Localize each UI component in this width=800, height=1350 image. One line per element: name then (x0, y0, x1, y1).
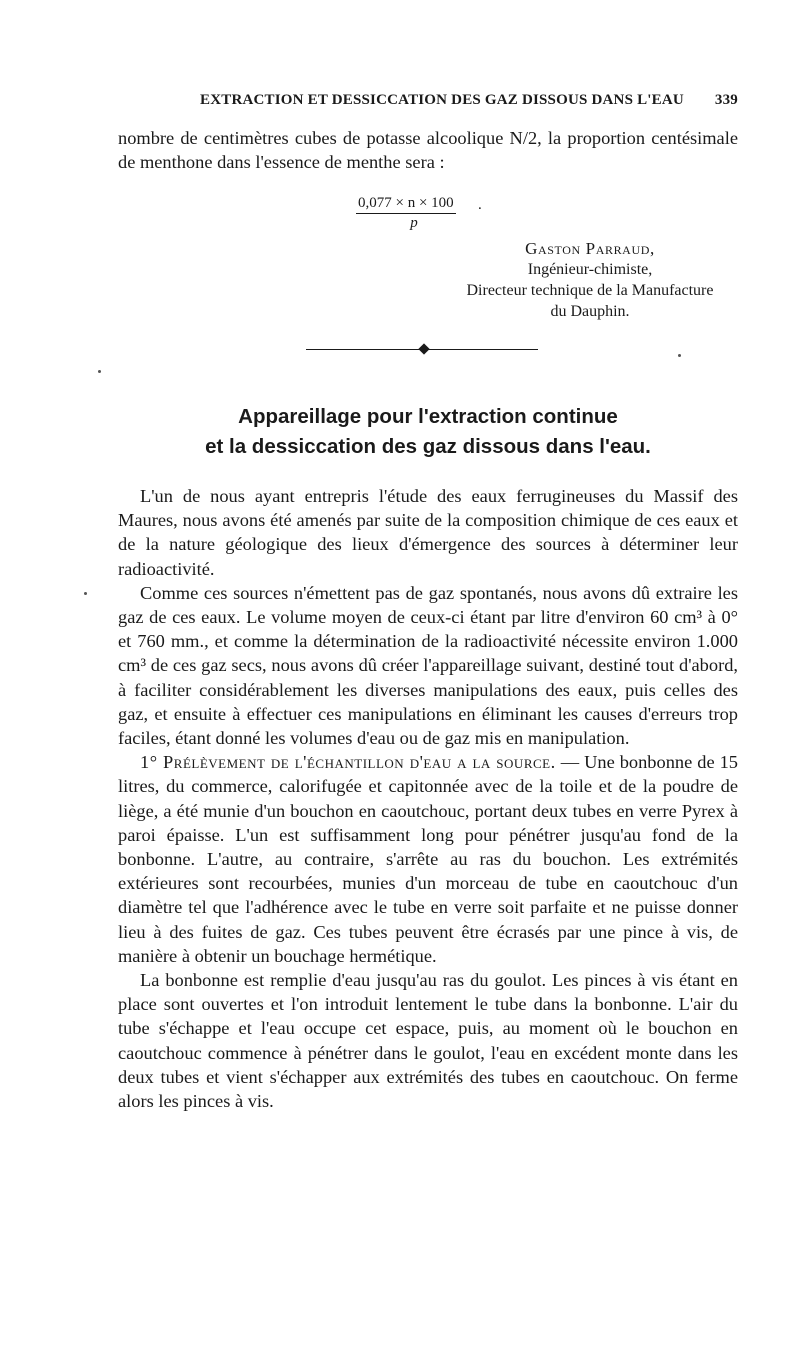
scan-speck (98, 370, 101, 373)
author-name: Gaston Parraud, (525, 239, 655, 258)
author-title-line3: du Dauphin. (550, 303, 630, 320)
author-signature (440, 238, 740, 322)
paragraph-gas-extraction: Comme ces sources n'émettent pas de gaz spontanés, nous avons dû extraire les gaz de ces eaux. Le volume moyen de ceux-ci étant par litre d'environ 60 cm³ à 0° et 760 mm., et comme la détermination de la radioactivité nécessite environ 1.000 cm³ de ces gaz secs, nous avons dû créer l'appareillage suivant, destiné tout d'abord, à faciliter considérablement les diverses manipulations des eaux, puis celles des gaz, et ensuite à effectuer ces manipulations en éliminant les causes d'erreurs trop faciles, étant donné les volumes d'eau ou de gaz mis en manipulation. (118, 582, 738, 749)
author-title-line1: Ingénieur-chimiste, (527, 261, 653, 278)
scan-speck (678, 354, 681, 357)
formula-terminator: . (478, 197, 482, 213)
paragraph-sampling (118, 750, 738, 968)
section1-heading: 1° Prélèvement de l'échantillon d'eau a la source. (140, 752, 556, 773)
article-title (118, 402, 738, 462)
running-title: EXTRACTION ET DESSICCATION DES GAZ DISSOUS DANS L'EAU (200, 92, 684, 108)
article-body (118, 484, 738, 1113)
paragraph-filling: La bonbonne est remplie d'eau jusqu'au ras du goulot. Les pinces à vis étant en place sont ouvertes et l'on introduit lentement le tube dans la bonbonne. L'air du tube s'échappe et l'eau occupe cet espace, puis, au moment où le bouchon en caoutchouc commence à pénétrer dans le goulot, l'eau en excédent monte dans les deux tubes et vient s'échapper aux extrémités des tubes en caoutchouc. On ferme alors les pinces à vis. (118, 970, 738, 1112)
author-title-line2: Directeur technique de la Manufacture (466, 282, 714, 299)
intro-paragraph-block (118, 126, 738, 174)
article-title-line2: et la dessiccation des gaz dissous dans l'eau. (205, 435, 651, 458)
formula-denominator: p (410, 215, 418, 231)
divider-diamond-ornament (418, 343, 429, 354)
page-number: 339 (714, 92, 738, 108)
paragraph-maures-waters: L'un de nous ayant entrepris l'étude des eaux ferrugineuses du Massif des Maures, nous avons été amenés par suite de la composition chimique de ces eaux et de la nature géologique des lieux d'émergence des sources à déterminer leur radioactivité. (118, 486, 738, 579)
scan-speck (84, 592, 87, 595)
running-header (200, 92, 738, 114)
section1-body: — Une bonbonne de 15 litres, du commerce, calorifugée et capitonnée avec de la toile et de la poudre de liège, a été munie d'un bouchon en caoutchouc, portant deux tubes en verre Pyrex à paroi épaisse. L'un est suffisamment long pour pénétrer jusqu'au fond de la bonbonne. L'autre, au contraire, s'arrête au ras du bouchon. Les extrémités extérieures sont recourbées, munies d'un morceau de tube en caoutchouc d'un diamètre tel que l'adhérence avec le tube en verre soit parfaite et ne puisse donner lieu à des fuites de gaz. Ces tubes peuvent être écrasés par une pince à vis, de manière à obtenir un bouchage hermétique. (118, 752, 738, 966)
article-title-line1: Appareillage pour l'extraction continue (238, 405, 618, 428)
menthone-formula (356, 194, 486, 232)
formula-numerator: 0,077 × n × 100 (356, 194, 456, 214)
intro-paragraph: nombre de centimètres cubes de potasse alcoolique N/2, la proportion centésimale de menthone dans l'essence de menthe sera : (118, 128, 738, 173)
